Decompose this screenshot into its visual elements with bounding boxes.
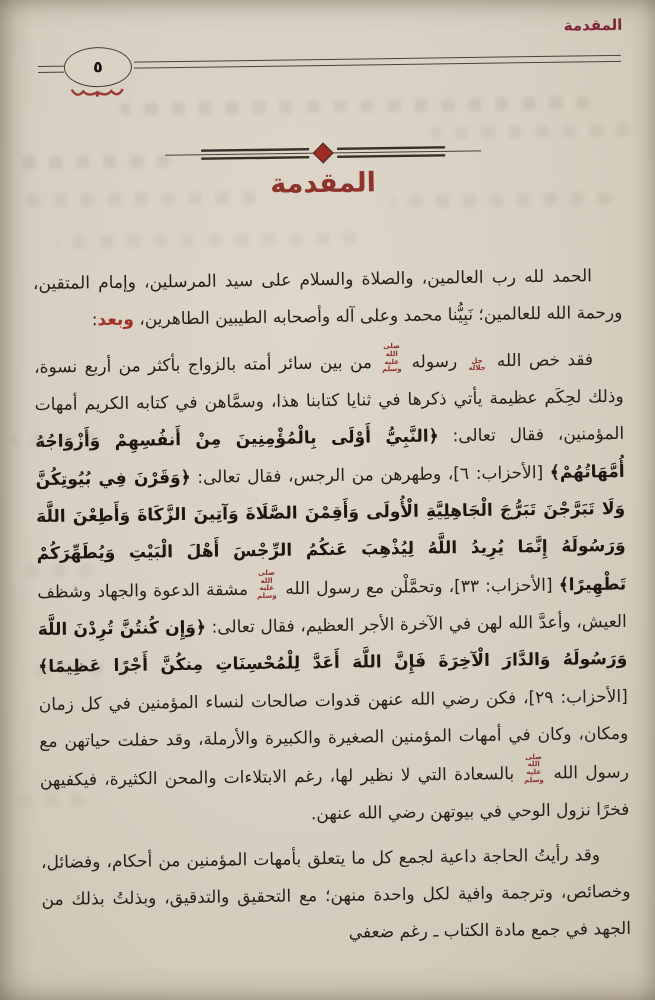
bleed-through-text [430,124,630,140]
body-paragraph [41,837,632,957]
salawat-symbol: صلى الله عليه وسلم [381,342,402,374]
text-run: وقد رأيتُ الحاجة داعية لجمع كل ما يتعلق بأمهات المؤمنين من أحكام، وفضائل، وخصائص، وترجمة وافية لكل واحدة منهن؛ مع التحقيق والتدقيق، وبذلتُ بذلك من الجهد في جمع مادة الكتاب ـ رغم ضعفي [40,845,632,944]
bleed-through-text [56,232,356,249]
text-run: بالسعادة التي لا نظير لها، رغم الابتلاءات والمحن الكثيرة، فيكفيهن فخرًا نزول الوحي في بيوتهن رضي الله عنهن. [39,763,630,825]
salawat-symbol: صلى الله عليه وسلم [524,752,544,784]
jalla-jalaluhu-symbol: جل جلاله [468,356,486,373]
bleed-through-text [20,154,170,169]
page-number-medallion [64,47,133,88]
page-title: المقدمة [270,167,377,200]
body-paragraph [34,340,630,837]
text-run: [الأحزاب: ٢٩]، فكن رضي الله عنهن قدوات صالحات لنساء المؤمنين في كل زمان ومكان، وكان في أمهات المؤمنين الصغيرة والكبيرة والأرملة، وقد حفلت حياتهن مع رسول الله [38,686,629,784]
salawat-symbol: صلى الله عليه وسلم [256,569,277,600]
bleed-through-text [119,96,589,116]
body-text [33,258,632,965]
diamond-icon [313,143,333,163]
body-paragraph [33,258,623,341]
text-run: مشقة الدعوة والجهاد وشظف العيش، وأعدَّ الله لهن في الآخرة الأجر العظيم، فقال تعالى: [37,579,627,638]
header-rule-right [134,55,621,69]
text-run: رسوله [404,352,465,373]
text-run: فقد خص الله [489,350,594,372]
text-run: [الأحزاب: ٣٣]، وتحمَّلْن مع رسول الله [279,575,559,600]
quran-verse: ﴿وَقَرْنَ فِي بُيُوتِكُنَّ وَلَا تَبَرَّجْنَ تَبَرُّجَ الْجَاهِلِيَّةِ الْأُولَى وَأَقِمْنَ الصَّلَاةَ وَآتِينَ الزَّكَاةَ وَأَطِعْنَ اللَّهَ وَرَسُولَهُ إِنَّمَا يُرِيدُ اللَّهُ لِيُذْهِبَ عَنكُمُ الرِّجْسَ أَهْلَ الْبَيْتِ وَيُطَهِّرَكُمْ تَطْهِيرًا﴾ [35,467,627,596]
text-run: الحمد لله رب العالمين، والصلاة والسلام على سيد المرسلين، وإمام المتقين، ورحمة الله للعالمين؛ نَبِيُّنا محمد وعلى آله وأصحابه الطيبين الطاهرين، [32,266,623,330]
running-title: المقدمة [563,15,623,35]
flourish-icon [70,84,124,104]
quran-verse: ﴿وَإِن كُنتُنَّ تُرِدْنَ اللَّهَ وَرَسُولَهُ وَالدَّارَ الْآخِرَةَ فَإِنَّ اللَّهَ أَعَدَّ لِلْمُحْسِنَاتِ مِنكُنَّ أَجْرًا عَظِيمًا﴾ [37,617,628,678]
header-rule-left [38,66,64,73]
quran-verse: ﴿النَّبِيُّ أَوْلَى بِالْمُؤْمِنِينَ مِنْ أَنفُسِهِمْ وَأَزْوَاجُهُ أُمَّهَاتُهُمْ﴾ [35,426,625,483]
text-run: : [91,310,98,331]
text-run: من بين سائر أمته بالزواج بأكثر من أربع نسوة، وذلك لحِكَم عظيمة يأتي ذكرها في ثنايا كتابنا هذا، وسمَّاهن في كتابه الكريم أمهات المؤمنين، فقال تعالى: [33,353,625,447]
page-number: ٥ [92,56,103,76]
emphasis-red: وبعد [97,309,134,331]
text-run: [الأحزاب: ٦]، وطهرهن من الرجس، فقال تعالى: [190,462,550,488]
